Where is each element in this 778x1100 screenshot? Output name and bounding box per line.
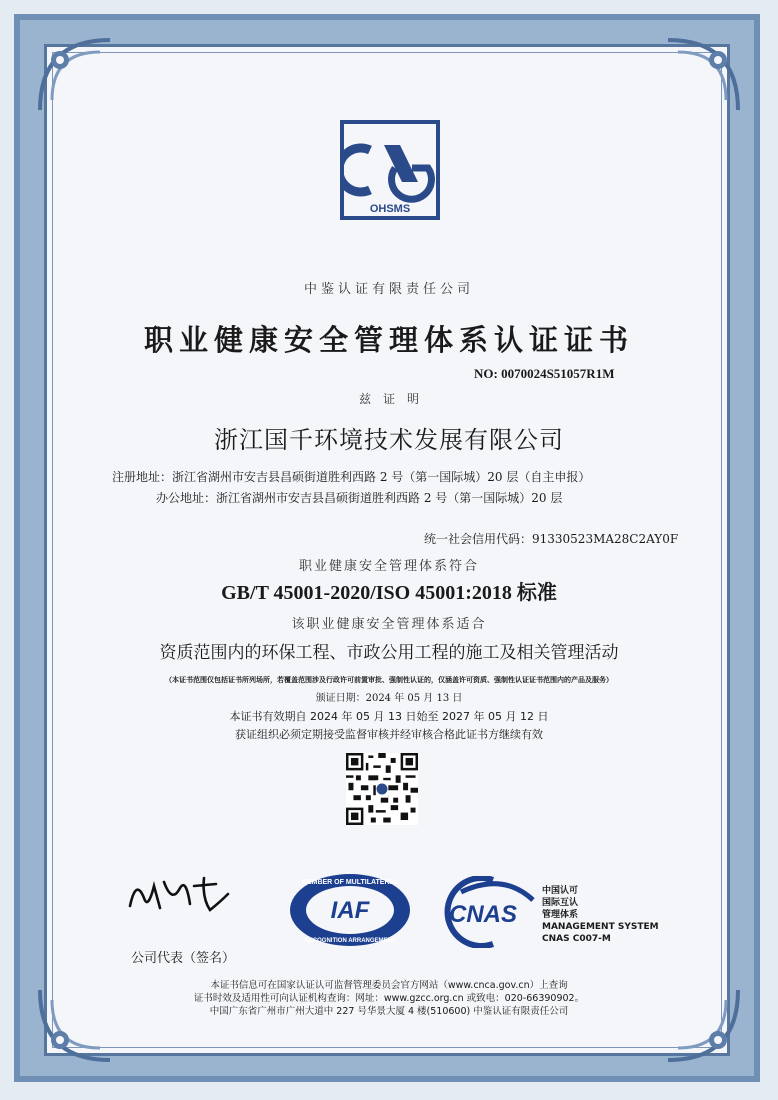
issue-date: 颁证日期：2024 年 05 月 13 日 <box>315 693 463 704</box>
qr-code[interactable] <box>346 753 418 825</box>
cnas-line-3: 管理体系 <box>542 910 579 920</box>
surveillance-notice: 获证组织必须定期接受监督审核并经审核合格此证书方继续有效 <box>235 728 543 741</box>
certify-label: 兹 证 明 <box>358 392 419 406</box>
iaf-bottom-text: RECOGNITION ARRANGEMENT <box>304 938 396 944</box>
representative-label: 公司代表（签名） <box>131 951 236 966</box>
conform-label: 职业健康安全管理体系符合 <box>298 559 479 574</box>
cnas-logo <box>433 876 537 948</box>
registered-address: 注册地址：浙江省湖州市安吉县昌硕街道胜利西路 2 号（第一国际城）20 层（自主申报） <box>112 470 591 484</box>
applies-label: 该职业健康安全管理体系适合 <box>291 617 487 632</box>
credit-code: 统一社会信用代码：91330523MA28C2AY0F <box>424 532 679 546</box>
iaf-center-text: IAF <box>330 897 370 924</box>
validity-period: 本证书有效期自 2024 年 05 月 13 日始至 2027 年 05 月 12 日 <box>229 710 549 723</box>
issuer-name: 中鉴认证有限责任公司 <box>303 282 474 297</box>
cnas-line-2: 国际互认 <box>542 898 579 908</box>
cnas-logo-text: CNAS <box>448 901 518 928</box>
certification-scope: 资质范围内的环保工程、市政公用工程的施工及相关管理活动 <box>159 643 619 663</box>
certificate-number: NO: 0070024S51057R1M <box>474 366 615 381</box>
scope-note: （本证书范围仅包括证书所列场所，若覆盖范围涉及行政许可前置审批、强制性认证的，仅涵盖许可资质、强制性认证证书范围内的产品及服务） <box>165 676 613 684</box>
signature <box>120 868 240 918</box>
footer-line-2: 证书时效及适用性可向认证机构查询：网址：www.gzcc.org.cn 或致电：020-66390902。 <box>193 993 585 1004</box>
cnas-line-5: CNAS C007-M <box>542 934 611 944</box>
office-address: 办公地址：浙江省湖州市安吉县昌硕街道胜利西路 2 号（第一国际城）20 层 <box>156 491 563 505</box>
corner-ornament-top-right <box>658 30 748 120</box>
ohsms-logo <box>340 120 440 220</box>
ohsms-logo-text: OHSMS <box>369 203 411 215</box>
footer-line-3: 中国广东省广州市广州大道中 227 号华景大厦 4 楼(510600) 中鉴认证有限责任公司 <box>209 1006 569 1017</box>
cnas-line-1: 中国认可 <box>542 886 579 896</box>
footer-line-1: 本证书信息可在国家认证认可监督管理委员会官方网站（www.cnca.gov.cn）上查询 <box>210 980 568 991</box>
standard-name: GB/T 45001-2020/ISO 45001:2018 标准 <box>221 582 557 604</box>
cnas-caption <box>542 885 659 945</box>
cnas-line-4: MANAGEMENT SYSTEM <box>542 922 659 932</box>
certificate-title: 职业健康安全管理体系认证证书 <box>143 323 634 357</box>
iaf-logo <box>288 872 412 948</box>
company-name: 浙江国千环境技术发展有限公司 <box>214 426 564 454</box>
corner-ornament-top-left <box>30 30 120 120</box>
iaf-top-text: MEMBER OF MULTILATERAL <box>301 879 399 886</box>
